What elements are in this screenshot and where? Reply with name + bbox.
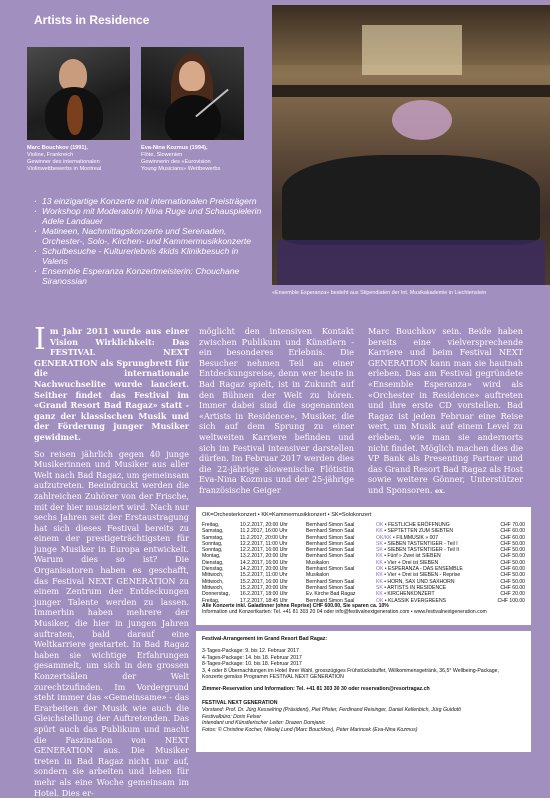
separator: • bbox=[382, 578, 388, 585]
schedule-tag: KK bbox=[376, 559, 383, 566]
list-item: · Schulbesuche - Kulturerlebnis 4kids Klinikbesuch in Valens bbox=[34, 246, 264, 266]
festival-arrangement bbox=[196, 631, 531, 752]
schedule-event-name: KIRCHENKONZERT bbox=[387, 591, 435, 598]
separator: • bbox=[382, 540, 388, 547]
schedule-date: 16.2.2017, 18:00 Uhr bbox=[240, 591, 288, 598]
organization-line: Fotos: © Christine Kocher, Nikolaj Lund (Marc Bouchkov), Peter Marincek (Eva-Nina Kozmus) bbox=[202, 726, 418, 733]
schedule-footer bbox=[202, 603, 487, 616]
schedule-price: CHF 50.00 bbox=[500, 578, 525, 585]
schedule-tag: SK bbox=[376, 584, 383, 591]
separator: • bbox=[382, 528, 388, 535]
article-body: So reisen jährlich gegen 40 junge Musikerinnen und Musiker aus aller Welt nach Bad Ragaz, um gemeinsam aufzutreten. Beeindruckt werden die zahlreichen Zuhörer von der Frische, mit der hier musiziert wird. Nach nur sechs Jahren seit der Erstaustragung hat sich dieses Festival bereits zu einem der prestigeträchtigsten für junge Musiker in Europa entwickelt. Warum dies so ist? Die Organisatoren haben es geschafft, das Festival NEXT GENERATION zu einem Zentrum der Entdeckungen junger Talente werden zu lassen. Immerhin haben mehrere der Musiker, die hier in jungen Jahren auftraten, bald darauf eine Weltkarriere gestartet. In Bad Ragaz haben sie wichtige Erfahrungen gesammelt, um sich in den grossen Konzertsälen der Welt zurechtzufinden. Im Vordergrund steht immer das «Gemeinsame» - das Erarbeiten der Musik wie auch die Gleichstellung der Auftretenden. Das spürt auch das Publikum und macht die Faszination von NEXT GENERATION aus. Die Musiker treten in Bad Ragaz nicht nur auf, sondern sie arbeiten und leben für mehr als eine Woche gemeinsam im Hotel. Dies er- bbox=[34, 448, 189, 798]
caption-line: Violinwettbewerbs in Montreal bbox=[27, 166, 102, 172]
arrangement-line: 3, 4 oder 8 Übernachtungen im Hotel Ihrer Wahl, grosszügiges Frühstücksbuffet, Willkommensgetränk, 36,5° Wellbeing-Package, bbox=[202, 667, 499, 674]
schedule-price: CHF 20.00 bbox=[500, 591, 525, 598]
separator: • bbox=[382, 591, 388, 598]
arrangement-line: 8-Tages-Package: 10. bis 18. Februar 2017 bbox=[202, 661, 302, 667]
caption-line: Marc Bouchkov (1991), bbox=[27, 145, 88, 151]
schedule-event-name: KLASSIK EVERGREENS bbox=[388, 597, 447, 604]
schedule-date: 11.2.2017, 16:00 Uhr bbox=[240, 528, 288, 535]
organization-line: Vorstand: Prof. Dr. Jürg Kesselring (Präsident), Piet Pfister, Ferdinand Reisinger, Daniel Kellenbich, Jürg Guidotti bbox=[202, 707, 461, 713]
schedule-tag: OK bbox=[376, 566, 384, 573]
schedule-date: 14.2.2017, 20:00 Uhr bbox=[240, 566, 288, 573]
schedule-venue: Bernhard Simon Saal bbox=[306, 522, 355, 528]
arrangement-line: Konzerte gemäss Programm FESTIVAL NEXT GENERATION bbox=[202, 674, 344, 680]
schedule-day: Mittwoch, bbox=[202, 578, 224, 585]
schedule-date: 10.2.2017, 20:00 Uhr bbox=[240, 522, 288, 528]
separator: • bbox=[382, 584, 388, 591]
schedule-date: 14.2.2017, 16:00 Uhr bbox=[240, 559, 288, 566]
schedule-event-name: Fünf » Zwei ist SIEBEN bbox=[387, 553, 441, 560]
schedule-event-name: SIEBEN TASTENTIGER - Teil I bbox=[387, 540, 458, 547]
article-lead: m Jahr 2011 wurde aus einer Vision Wirklichkeit: Das FESTIVAL NEXT GENERATION als Sprungbrett für die internationale Nachwuchselite wurde lanciert. Seither findet das Festival im «Grand Resort Bad Ragaz» statt - ganz der klassischen Musik und der Förderung junger Musiker gewidmet. bbox=[34, 326, 189, 442]
schedule-date: 11.2.2017, 20:00 Uhr bbox=[240, 534, 288, 541]
schedule-price: CHF 60.00 bbox=[500, 534, 525, 541]
separator: • bbox=[382, 572, 388, 579]
portrait-caption-eva bbox=[141, 145, 256, 173]
schedule-price: CHF 50.00 bbox=[500, 547, 525, 554]
schedule-day: Samstag, bbox=[202, 534, 224, 541]
schedule-venue: Bernhard Simon Saal bbox=[306, 597, 355, 604]
arrangement-line: 3-Tages-Package: 9. bis 12. Februar 2017 bbox=[202, 648, 299, 654]
schedule-price: CHF 60.00 bbox=[500, 566, 525, 573]
schedule-day: Donnerstag, bbox=[202, 591, 230, 598]
separator: • bbox=[382, 547, 388, 554]
schedule-date: 15.2.2017, 11:00 Uhr bbox=[240, 572, 288, 579]
organization-line: Festivalbüro: Doris Felser bbox=[202, 713, 262, 720]
schedule-footer-price: Alle Konzerte inkl. Galadinner (ohne Reprise) CHF 600.00, Sie sparen ca. 10% bbox=[202, 603, 389, 609]
schedule-table bbox=[202, 522, 525, 604]
schedule-venue: Ev. Kirche Bad Ragaz bbox=[306, 591, 356, 598]
article-column-1 bbox=[34, 322, 189, 798]
photo-caption: «Ensemble Esperanza» besteht aus Stipendiaten der Int. Musikakademie in Liechtenstein bbox=[272, 290, 487, 296]
schedule-venue: Bernhard Simon Saal bbox=[306, 578, 355, 585]
schedule-tag: SK bbox=[376, 540, 383, 547]
schedule-event-name: ESPERANZA - DAS ENSEMBLE bbox=[388, 566, 463, 573]
separator: • bbox=[383, 566, 388, 573]
article-body: Marc Bouchkov sein. Beide haben bereits eine vielversprechende Karriere und beim Festival NEXT GENERATION kann man sie hautnah erleben. Das am Festival gegründete «Ensemble Esperanza» wird als «Orchester in Residence» auftreten und ihre erste CD vorstellen. Bad Ragaz ist jeden Februar eine Reise wert, um Musik auf einem Level zu erleben, wie man sie andernorts nicht findet. Möglich machen dies die VP Bank als Presenting Partner und das Grand Resort Bad Ragaz als Host sowie weitere Gönner, Unterstützer und Sponsoren. bbox=[368, 326, 523, 495]
schedule-day: Freitag, bbox=[202, 597, 220, 604]
caption-line: Gewinner des internationalen bbox=[27, 159, 100, 165]
caption-line: Flöte, Slowenien bbox=[141, 152, 183, 158]
schedule-legend: OK=Orchesterkonzert • KK=Kammermusikkonzert • SK=Solokonzert bbox=[202, 512, 372, 518]
separator: • bbox=[391, 534, 397, 541]
schedule-event-name: ARTISTS IN RESIDENCE bbox=[387, 584, 447, 591]
schedule-venue: Musikalon bbox=[306, 559, 329, 566]
schedule-footer-contact: Information und Konzertkarten: Tel. +41 81 303 20 04 oder info@festivalnextgeneration.com • www.festivalnextgeneration.com bbox=[202, 609, 487, 616]
section-title: Artists in Residence bbox=[34, 13, 150, 27]
article-signature: ex. bbox=[435, 486, 446, 495]
schedule-event-name: FILMMUSIK » 007 bbox=[396, 534, 439, 541]
article-body: möglicht den intensiven Kontakt zwischen Publikum und Künstlern - ein besonderes Erlebnis. Die Besucher nehmen Teil an einer Entdeckungsreise, denn wer heute in Bad Ragaz spielt, ist in Zukunft auf den Bühnen der Welt zu hören. Immer dabei sind die sogenannten «Artists in Residence», Musiker, die sich auf dem Sprung zu einer weltweiten Karriere befinden und sich im Festival intensiver darstellen dürfen. Im Februar 2017 werden dies die 22-jährige slowenische Flötistin Eva-Nina Kozmus und der 25-jährige französische Geiger bbox=[199, 326, 354, 495]
schedule-day: Freitag, bbox=[202, 522, 220, 528]
caption-line: Young Musicians» Wettbewerbs bbox=[141, 166, 221, 172]
schedule-day: Sonntag, bbox=[202, 547, 223, 554]
organization-title: FESTIVAL NEXT GENERATION bbox=[202, 700, 278, 706]
list-item: · Matineen, Nachmittagskonzerte und Serenaden, Orchester-, Solo-, Kirchen- und Kammermusikkonzerte bbox=[34, 226, 264, 246]
schedule-price: CHF 50.00 bbox=[500, 572, 525, 579]
schedule-price: CHF 70.00 bbox=[500, 522, 525, 528]
portrait-eva-nina-kozmus bbox=[141, 47, 244, 140]
article-column-3 bbox=[368, 326, 523, 497]
arrangement-title: Festival-Arrangement im Grand Resort Bad Ragaz: bbox=[202, 636, 328, 642]
schedule-tag: OK/KK bbox=[376, 534, 392, 541]
schedule-date: 12.2.2017, 11:00 Uhr bbox=[240, 540, 288, 547]
schedule-venue: Bernhard Simon Saal bbox=[306, 553, 355, 560]
schedule-price: CHF 100.00 bbox=[497, 597, 525, 604]
schedule-date: 15.2.2017, 16:00 Uhr bbox=[240, 578, 288, 585]
highlights-list bbox=[34, 196, 264, 286]
separator: • bbox=[383, 597, 388, 604]
dropcap: I bbox=[34, 322, 46, 357]
schedule-venue: Bernhard Simon Saal bbox=[306, 540, 355, 547]
portrait-caption-marc bbox=[27, 145, 137, 173]
schedule-event-name: SIEBEN TASTENTIGER - Teil II bbox=[387, 547, 460, 554]
list-item: · 13 einzigartige Konzerte mit internationalen Preisträgern bbox=[34, 196, 264, 206]
schedule-event-name: FESTLICHE ERÖFFNUNG bbox=[388, 522, 450, 528]
portrait-marc-bouchkov bbox=[27, 47, 130, 140]
separator: • bbox=[383, 522, 388, 528]
schedule-tag: KK bbox=[376, 591, 383, 598]
schedule-day: Samstag, bbox=[202, 528, 224, 535]
schedule-venue: Bernhard Simon Saal bbox=[306, 528, 355, 535]
schedule-day: Mittwoch, bbox=[202, 572, 224, 579]
schedule-day: Mittwoch, bbox=[202, 584, 224, 591]
caption-line: Violine, Frankreich bbox=[27, 152, 74, 158]
list-item: · Workshop mit Moderatorin Nina Ruge und Schauspielerin Adele Landauer bbox=[34, 206, 264, 226]
schedule-venue: Bernhard Simon Saal bbox=[306, 534, 355, 541]
schedule-venue: Bernhard Simon Saal bbox=[306, 547, 355, 554]
list-item: · Ensemble Esperanza Konzertmeisterin: Chouchane Siranossian bbox=[34, 266, 264, 286]
schedule-day: Dienstag, bbox=[202, 566, 224, 573]
schedule-price: CHF 50.00 bbox=[500, 553, 525, 560]
schedule-date: 17.2.2017, 18:45 Uhr bbox=[240, 597, 288, 604]
schedule-tag: KK bbox=[376, 572, 383, 579]
schedule-event-name: Vier + Drei ist SIEBEN bbox=[387, 559, 439, 566]
schedule-tag: KK bbox=[376, 528, 383, 535]
schedule-event-name: HORN, SAX UND SAXHORN bbox=[387, 578, 455, 585]
schedule-date: 12.2.2017, 16:00 Uhr bbox=[240, 547, 288, 554]
caption-line: Eva-Nina Kozmus (1994), bbox=[141, 145, 208, 151]
schedule-event-name: SEPTETTEN ZUM SIEBTEN bbox=[387, 528, 454, 535]
schedule-price: CHF 50.00 bbox=[500, 559, 525, 566]
schedule-venue: Bernhard Simon Saal bbox=[306, 566, 355, 573]
schedule-price: CHF 60.00 bbox=[500, 528, 525, 535]
organization-line: Intendant und Künstlerischer Leiter: Drazen Domjanic bbox=[202, 720, 326, 726]
separator: • bbox=[382, 553, 388, 560]
schedule-event-name: Vier + Drei ist SIEBEN - Reprise bbox=[387, 572, 461, 579]
schedule-tag: KK bbox=[376, 578, 383, 585]
article-column-2 bbox=[199, 326, 354, 496]
schedule-day: Dienstag, bbox=[202, 559, 224, 566]
schedule-tag: KK bbox=[376, 553, 383, 560]
schedule-day: Sonntag, bbox=[202, 540, 223, 547]
arrangement-reservation: Zimmer-Reservation und Information: Tel. +41 81 303 30 30 oder reservation@resortragaz.ch bbox=[202, 686, 430, 692]
arrangement-line: 4-Tages-Package: 14. bis 18. Februar 2017 bbox=[202, 654, 302, 661]
schedule-tag: OK bbox=[376, 522, 384, 528]
schedule-tag: SK bbox=[376, 547, 383, 554]
schedule-venue: Musikalon bbox=[306, 572, 329, 579]
schedule-date: 13.2.2017, 20:00 Uhr bbox=[240, 553, 288, 560]
ensemble-esperanza-photo bbox=[272, 5, 550, 285]
schedule-day: Montag, bbox=[202, 553, 221, 560]
schedule-tag: OK bbox=[376, 597, 384, 604]
caption-line: Gewinnerin des «Eurovision bbox=[141, 159, 211, 165]
schedule-date: 15.2.2017, 20:00 Uhr bbox=[240, 584, 288, 591]
schedule-venue: Bernhard Simon Saal bbox=[306, 584, 355, 591]
concert-schedule bbox=[196, 507, 531, 625]
schedule-price: CHF 60.00 bbox=[500, 584, 525, 591]
schedule-price: CHF 50.00 bbox=[500, 540, 525, 547]
separator: • bbox=[382, 559, 388, 566]
